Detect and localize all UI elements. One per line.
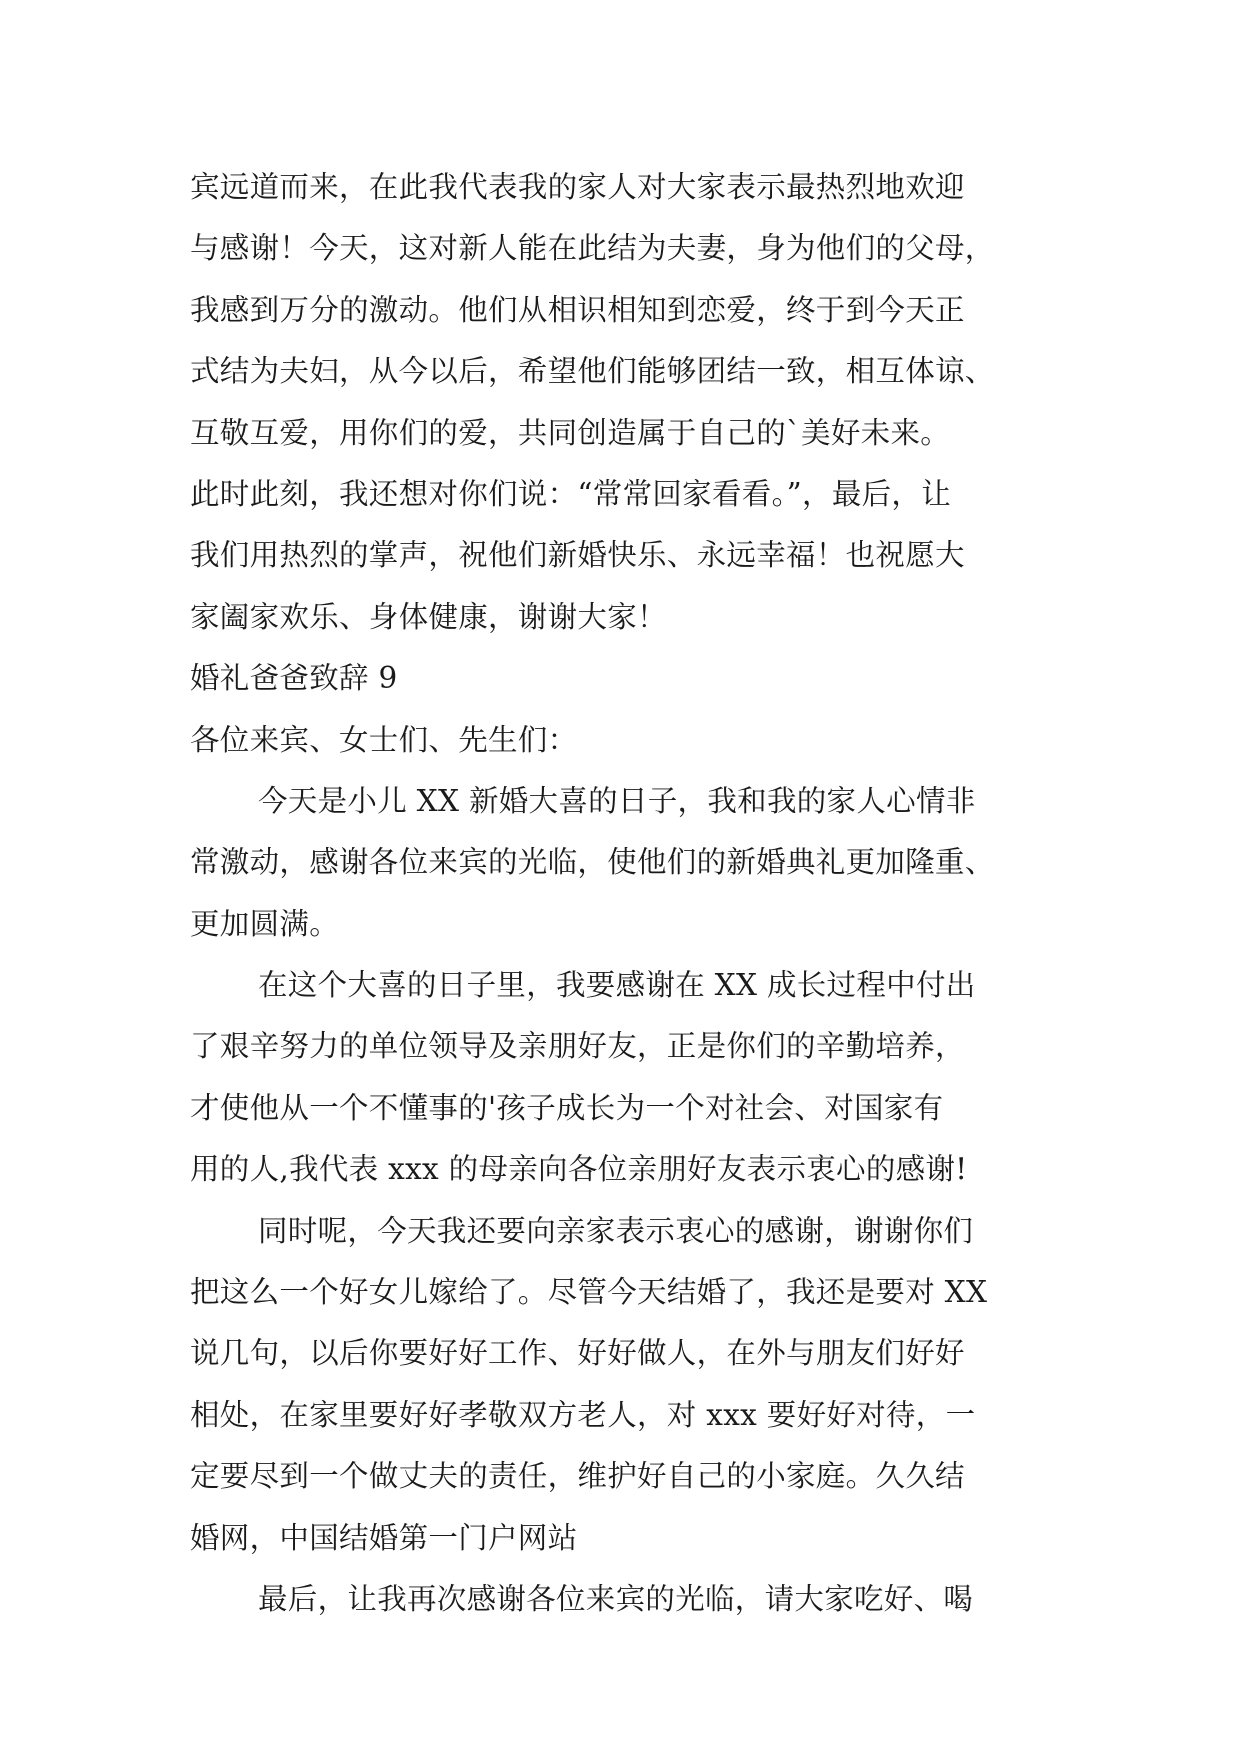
text-line: 在这个大喜的日子里，我要感谢在 XX 成长过程中付出 <box>258 968 976 1003</box>
text-line: 常激动，感谢各位来宾的光临，使他们的新婚典礼更加隆重、 <box>190 845 995 880</box>
text-line: 互敬互爱，用你们的爱，共同创造属于自己的`美好未来。 <box>190 415 951 450</box>
text-line: 宾远道而来，在此我代表我的家人对大家表示最热烈地欢迎 <box>190 170 965 204</box>
text-line: 家阖家欢乐、身体健康，谢谢大家！ <box>190 599 667 634</box>
text-line: 用的人,我代表 xxx 的母亲向各位亲朋好友表示衷心的感谢! <box>190 1152 968 1187</box>
text-line: 各位来宾、女士们、先生们： <box>190 722 578 757</box>
text-line: 把这么一个好女儿嫁给了。尽管今天结婚了，我还是要对 XX <box>190 1275 988 1310</box>
text-line: 定要尽到一个做丈夫的责任，维护好自己的小家庭。久久结 <box>190 1459 965 1494</box>
document-body <box>190 157 1070 1630</box>
text-line: 今天是小儿 XX 新婚大喜的日子，我和我的家人心情非 <box>258 783 976 818</box>
text-line: 最后，让我再次感谢各位来宾的光临，请大家吃好、喝 <box>258 1581 974 1616</box>
text-line: 我们用热烈的掌声，祝他们新婚快乐、永远幸福！也祝愿大 <box>190 538 965 573</box>
text-line: 才使他从一个不懂事的'孩子成长为一个对社会、对国家有 <box>190 1090 944 1125</box>
text-line: 式结为夫妇，从今以后，希望他们能够团结一致，相互体谅、 <box>190 354 995 389</box>
text-line: 说几句，以后你要好好工作、好好做人，在外与朋友们好好 <box>190 1336 965 1371</box>
text-line: 婚网，中国结婚第一门户网站 <box>190 1520 578 1555</box>
text-line: 同时呢，今天我还要向亲家表示衷心的感谢，谢谢你们 <box>258 1213 974 1248</box>
text-line: 与感谢！今天，这对新人能在此结为夫妻，身为他们的父母， <box>190 231 995 266</box>
text-line: 相处，在家里要好好孝敬双方老人，对 xxx 要好好对待，一 <box>190 1397 976 1432</box>
text-line: 更加圆满。 <box>190 906 340 941</box>
text-line: 婚礼爸爸致辞 9 <box>190 661 398 696</box>
text-line: 了艰辛努力的单位领导及亲朋好友，正是你们的辛勤培养， <box>190 1029 965 1064</box>
text-line: 我感到万分的激动。他们从相识相知到恋爱，终于到今天正 <box>190 292 965 327</box>
text-line: 此时此刻，我还想对你们说：“常常回家看看。”，最后，让 <box>190 476 952 511</box>
